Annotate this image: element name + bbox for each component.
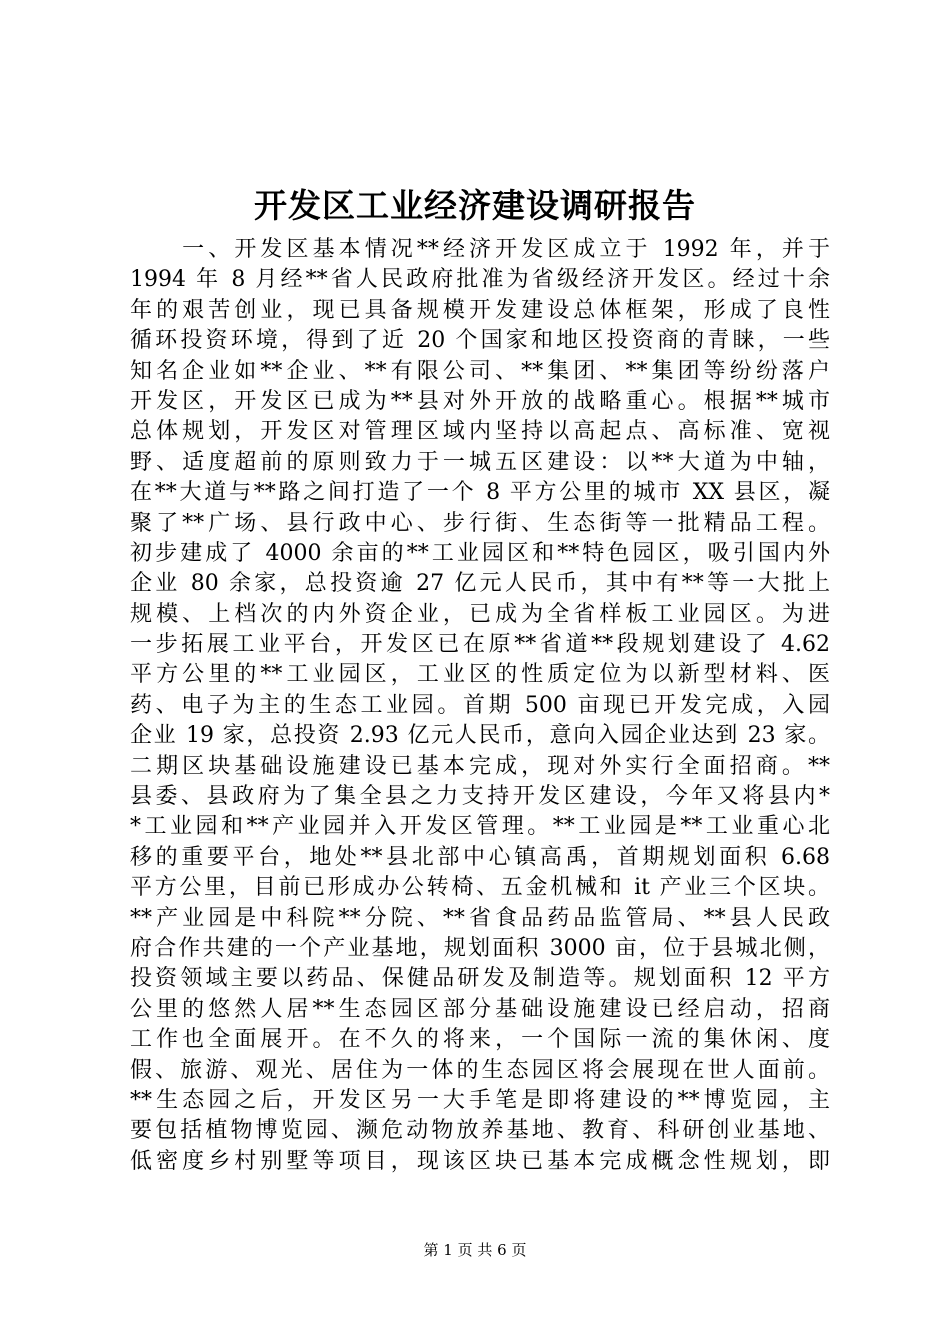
body-line: **生态园之后，开发区另一大手笔是即将建设的**博览园，主 <box>130 1087 830 1113</box>
body-line: 总体规划，开发区对管理区域内坚持以高起点、高标准、宽视 <box>130 419 830 445</box>
body-line: 聚了**广场、县行政中心、步行街、生态街等一批精品工程。 <box>130 510 830 536</box>
document-body <box>130 235 830 1177</box>
body-line: 移的重要平台，地处**县北部中心镇高禹，首期规划面积 6.68 <box>130 844 830 870</box>
body-line: 初步建成了 4000 余亩的**工业园区和**特色园区，吸引国内外 <box>130 540 830 566</box>
body-line: 工作也全面展开。在不久的将来，一个国际一流的集休闲、度 <box>130 1027 830 1053</box>
page-number-footer: 第 1 页 共 6 页 <box>423 1241 527 1259</box>
body-line: 二期区块基础设施建设已基本完成，现对外实行全面招商。** <box>130 753 830 779</box>
body-line: 投资领域主要以药品、保健品研发及制造等。规划面积 12 平方 <box>130 966 830 992</box>
document-title: 开发区工业经济建设调研报告 <box>254 186 696 225</box>
body-line: 府合作共建的一个产业基地，规划面积 3000 亩，位于县城北侧， <box>130 935 830 961</box>
body-line: 循环投资环境，得到了近 20 个国家和地区投资商的青睐，一些 <box>130 328 830 354</box>
body-line: 药、电子为主的生态工业园。首期 500 亩现已开发完成，入园 <box>130 692 830 718</box>
body-line: 公里的悠然人居**生态园区部分基础设施建设已经启动，招商 <box>130 996 830 1022</box>
body-line: 知名企业如**企业、**有限公司、**集团、**集团等纷纷落户 <box>130 358 830 384</box>
body-line: 在**大道与**路之间打造了一个 8 平方公里的城市 XX 县区，凝 <box>130 480 830 506</box>
body-line: *工业园和**产业园并入开发区管理。**工业园是**工业重心北 <box>130 814 830 840</box>
body-line: 规模、上档次的内外资企业，已成为全省样板工业园区。为进 <box>130 601 830 627</box>
body-line: **产业园是中科院**分院、**省食品药品监管局、**县人民政 <box>130 905 830 931</box>
body-line: 野、适度超前的原则致力于一城五区建设：以**大道为中轴， <box>130 449 830 475</box>
body-line: 开发区，开发区已成为**县对外开放的战略重心。根据**城市 <box>130 388 830 414</box>
body-line: 低密度乡村别墅等项目，现该区块已基本完成概念性规划，即 <box>130 1148 830 1174</box>
body-line: 1994 年 8 月经**省人民政府批准为省级经济开发区。经过十余 <box>130 267 830 293</box>
body-line: 企业 80 余家，总投资逾 27 亿元人民币，其中有**等一大批上 <box>130 571 830 597</box>
body-line: 县委、县政府为了集全县之力支持开发区建设，今年又将县内* <box>130 784 830 810</box>
body-line: 企业 19 家，总投资 2.93 亿元人民币，意向入园企业达到 23 家。 <box>130 723 830 749</box>
body-line: 平方公里，目前已形成办公转椅、五金机械和 it 产业三个区块。 <box>130 875 830 901</box>
body-line: 一步拓展工业平台，开发区已在原**省道**段规划建设了 4.62 <box>130 632 830 658</box>
body-line: 年的艰苦创业，现已具备规模开发建设总体框架，形成了良性 <box>130 297 830 323</box>
body-line: 平方公里的**工业园区，工业区的性质定位为以新型材料、医 <box>130 662 830 688</box>
body-line: 要包括植物博览园、濒危动物放养基地、教育、科研创业基地、 <box>130 1118 830 1144</box>
body-line: 假、旅游、观光、居住为一体的生态园区将会展现在世人面前。 <box>130 1057 830 1083</box>
body-line: 一、开发区基本情况**经济开发区成立于 1992 年，并于 <box>130 237 830 262</box>
